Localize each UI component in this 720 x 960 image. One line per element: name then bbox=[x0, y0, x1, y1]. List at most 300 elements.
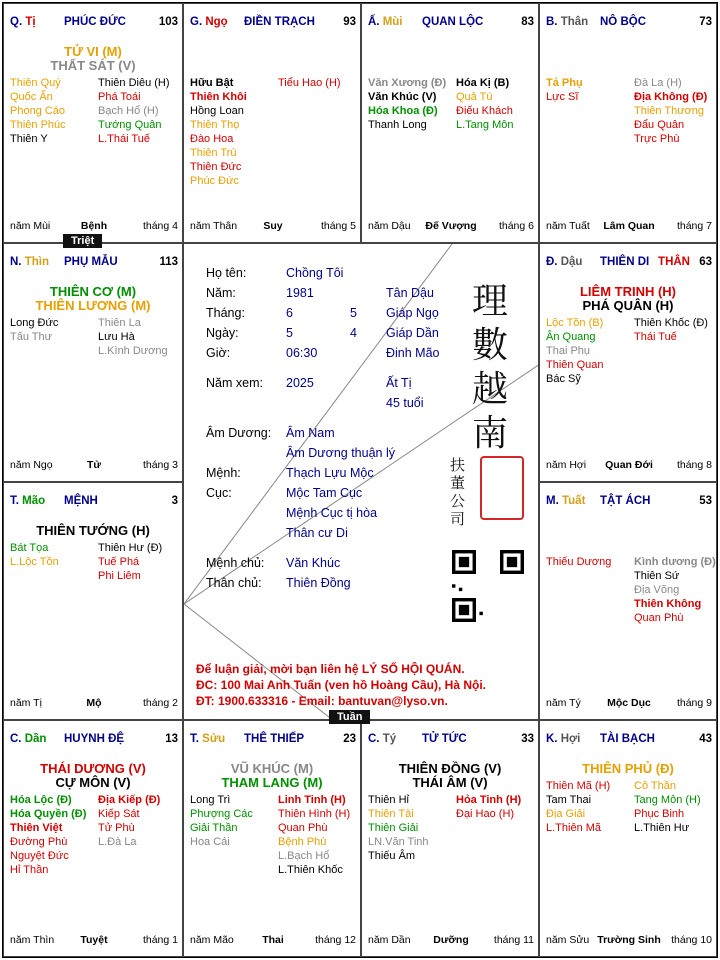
red-seal-stamp bbox=[480, 456, 524, 520]
tieu-han-year: năm Tý bbox=[546, 697, 581, 709]
truong-sinh-stage: Đế Vượng bbox=[425, 220, 477, 232]
tieu-han-year: năm Hợi bbox=[546, 459, 587, 471]
nguyet-han-month: tháng 8 bbox=[676, 459, 712, 471]
palace-dai-han: 73 bbox=[699, 16, 712, 28]
star[interactable]: Điếu Khách bbox=[456, 105, 513, 117]
tuvi-chart bbox=[2, 2, 718, 958]
star[interactable]: Quan Phù bbox=[634, 612, 684, 624]
palace-hoi[interactable] bbox=[539, 720, 717, 957]
palace-can-chi bbox=[10, 495, 45, 507]
main-star[interactable]: THAM LANG (M) bbox=[221, 775, 323, 790]
truong-sinh-stage: Lâm Quan bbox=[603, 220, 655, 232]
tieu-han-year: năm Sửu bbox=[546, 934, 590, 946]
star[interactable]: Ân Quang bbox=[546, 331, 596, 343]
nguyet-han-month: tháng 11 bbox=[493, 934, 534, 946]
tieu-han-year: năm Dần bbox=[368, 934, 411, 946]
star[interactable]: Lực Sĩ bbox=[546, 91, 579, 103]
main-star[interactable]: LIÊM TRINH (H) bbox=[579, 284, 677, 299]
tieu-han-year: năm Ngọ bbox=[10, 459, 53, 471]
palace-header bbox=[368, 16, 534, 32]
palace-can-chi bbox=[546, 733, 580, 745]
thang-value: 6 bbox=[286, 306, 293, 320]
tieu-han-year: năm Thìn bbox=[10, 934, 55, 946]
palace-dau[interactable] bbox=[539, 243, 717, 482]
star[interactable]: Văn Xương (Đ) bbox=[368, 77, 447, 89]
main-star[interactable]: THIÊN ĐỒNG (V) bbox=[398, 761, 502, 776]
palace-footer bbox=[368, 220, 534, 234]
tieu-han-year: năm Thân bbox=[190, 220, 238, 232]
star[interactable]: Đại Hao (H) bbox=[456, 808, 515, 820]
left-star-list bbox=[546, 555, 611, 569]
palace-dai-han: 3 bbox=[171, 495, 178, 507]
star[interactable]: Thiên La bbox=[98, 317, 141, 329]
palace-header bbox=[10, 256, 178, 272]
palace-footer bbox=[546, 220, 712, 234]
nam-xem-label: Năm xem: bbox=[206, 376, 263, 390]
ngay-label: Ngày: bbox=[206, 326, 239, 340]
gio-label: Giờ: bbox=[206, 346, 231, 360]
star[interactable]: Thiên Thương bbox=[634, 105, 705, 117]
left-star-list bbox=[546, 316, 603, 386]
star[interactable]: Phong Cáo bbox=[10, 105, 66, 117]
star[interactable]: Thiên Hỉ bbox=[368, 794, 409, 806]
palace-dan[interactable] bbox=[3, 720, 183, 957]
than-cu: Thân cư Di bbox=[286, 526, 348, 540]
left-star-list bbox=[10, 541, 59, 569]
palace-dai-han: 113 bbox=[159, 256, 178, 268]
palace-footer bbox=[10, 459, 178, 473]
calligraphy-char: 理 bbox=[472, 281, 509, 322]
left-star-list bbox=[190, 76, 247, 188]
left-star-list bbox=[10, 316, 58, 344]
center-info-panel bbox=[183, 243, 539, 720]
palace-can: Q. bbox=[10, 16, 23, 28]
star[interactable]: Linh Tinh (H) bbox=[278, 794, 346, 806]
star[interactable]: Hồng Loan bbox=[190, 105, 244, 117]
palace-can-chi bbox=[190, 733, 225, 745]
right-star-list bbox=[456, 793, 521, 821]
star[interactable]: Tấu Thư bbox=[10, 331, 53, 343]
main-star[interactable]: VŨ KHÚC (M) bbox=[230, 761, 314, 776]
palace-dai-han: 43 bbox=[699, 733, 712, 745]
main-star[interactable]: THIÊN CƠ (M) bbox=[49, 284, 137, 299]
truong-sinh-stage: Trường Sinh bbox=[597, 934, 661, 946]
star[interactable]: Hóa Lộc (Đ) bbox=[10, 794, 72, 806]
star[interactable]: Tử Phù bbox=[98, 822, 135, 834]
palace-dai-han: 63 bbox=[699, 256, 712, 268]
palace-can: T. bbox=[10, 495, 19, 507]
right-star-list bbox=[278, 76, 341, 90]
star[interactable]: L.Kình Dương bbox=[98, 345, 168, 357]
star[interactable]: Tang Môn (H) bbox=[634, 794, 701, 806]
palace-branch: Sửu bbox=[202, 733, 226, 745]
palace-can-chi bbox=[10, 256, 49, 268]
star[interactable]: Tiểu Hao (H) bbox=[278, 77, 341, 89]
right-star-list bbox=[98, 76, 170, 146]
right-star-list bbox=[278, 793, 350, 877]
nam-xem-value: 2025 bbox=[286, 376, 314, 390]
star[interactable]: L.Thiên Hư bbox=[634, 822, 690, 834]
star[interactable]: Lưu Hà bbox=[98, 331, 135, 343]
seal-char: 公 bbox=[450, 492, 466, 510]
star[interactable]: L.Thiên Khốc bbox=[278, 864, 343, 876]
star[interactable]: Thiên Hư (Đ) bbox=[98, 542, 163, 554]
palace-name: PHỤ MẪU bbox=[64, 256, 118, 268]
star[interactable]: Thái Tuế bbox=[634, 331, 677, 343]
palace-branch: Hợi bbox=[560, 733, 581, 745]
left-star-list bbox=[546, 779, 610, 835]
palace-branch: Tuất bbox=[561, 495, 586, 507]
star[interactable]: Thiên Việt bbox=[10, 822, 63, 834]
contact-line-1: Để luận giải, mời bạn liên hệ LÝ SỐ HỘI QUÁN. bbox=[196, 662, 465, 676]
star[interactable]: Thanh Long bbox=[368, 119, 427, 131]
truong-sinh-stage: Dưỡng bbox=[433, 934, 469, 946]
star[interactable]: Lộc Tồn (B) bbox=[546, 317, 604, 329]
star[interactable]: Tả Phụ bbox=[546, 77, 583, 89]
palace-mao[interactable] bbox=[3, 482, 183, 720]
palace-can: M. bbox=[546, 495, 559, 507]
palace-name: TẬT ÁCH bbox=[600, 495, 651, 507]
main-star[interactable]: CỰ MÔN (V) bbox=[55, 775, 131, 790]
nguyet-han-month: tháng 12 bbox=[315, 934, 356, 946]
seal-char: 扶 bbox=[450, 456, 466, 474]
left-star-list bbox=[368, 76, 446, 132]
star[interactable]: Trực Phù bbox=[634, 133, 680, 145]
star[interactable]: Đường Phù bbox=[10, 836, 68, 848]
truong-sinh-stage: Quan Đới bbox=[605, 459, 653, 471]
star[interactable]: Bệnh Phù bbox=[278, 836, 327, 848]
star[interactable]: Bác Sỹ bbox=[546, 373, 581, 385]
star[interactable]: Thiên Tài bbox=[368, 808, 414, 820]
right-star-list bbox=[634, 316, 708, 344]
palace-ngo[interactable] bbox=[183, 3, 361, 243]
star[interactable]: Tuế Phá bbox=[98, 556, 140, 568]
palace-can-chi bbox=[10, 16, 36, 28]
right-star-list bbox=[98, 793, 160, 849]
palace-header bbox=[190, 16, 356, 32]
palace-footer bbox=[546, 934, 712, 948]
calligraphy-char: 越 bbox=[472, 369, 509, 410]
truong-sinh-stage: Tuyệt bbox=[80, 934, 108, 946]
star[interactable]: L.Lộc Tồn bbox=[10, 556, 59, 568]
ho-ten-label: Họ tên: bbox=[206, 266, 247, 280]
palace-name: MỆNH bbox=[64, 495, 98, 507]
tieu-han-year: năm Dậu bbox=[368, 220, 411, 232]
star[interactable]: L.Đà La bbox=[98, 836, 137, 848]
palace-branch: Thân bbox=[560, 16, 589, 28]
am-duong-value: Âm Nam bbox=[286, 426, 335, 440]
palace-name: ĐIỀN TRẠCH bbox=[244, 16, 315, 28]
nguyet-han-month: tháng 9 bbox=[676, 697, 712, 709]
palace-header bbox=[10, 16, 178, 32]
nguyet-han-month: tháng 4 bbox=[142, 220, 178, 232]
nguyet-han-month: tháng 3 bbox=[142, 459, 178, 471]
palace-can-chi bbox=[10, 733, 46, 745]
ho-ten-value: Chồng Tôi bbox=[286, 266, 344, 280]
than-marker: THÂN bbox=[658, 256, 690, 268]
palace-header bbox=[546, 256, 712, 272]
star[interactable]: Quan Phù bbox=[278, 822, 328, 834]
left-star-list bbox=[546, 76, 583, 104]
palace-can-chi bbox=[190, 16, 228, 28]
palace-can: K. bbox=[546, 733, 558, 745]
tieu-han-year: năm Mùi bbox=[10, 220, 51, 232]
palace-can: C. bbox=[10, 733, 22, 745]
star[interactable]: L.Thiên Mã bbox=[546, 822, 602, 834]
palace-branch: Tý bbox=[382, 733, 397, 745]
left-star-list bbox=[368, 793, 429, 863]
star[interactable]: Kình dương (Đ) bbox=[634, 556, 716, 568]
star[interactable]: Địa Không (Đ) bbox=[634, 91, 708, 103]
calligraphy-char: 南 bbox=[472, 413, 509, 454]
star[interactable]: Thiên Trù bbox=[190, 147, 237, 159]
than-chu-value: Thiên Đồng bbox=[286, 576, 351, 590]
nguyet-han-month: tháng 10 bbox=[671, 934, 712, 946]
main-star[interactable]: THIÊN PHỦ (Đ) bbox=[582, 761, 674, 776]
palace-name: HUYNH ĐỆ bbox=[64, 733, 125, 745]
star[interactable]: Thiên Mã (H) bbox=[546, 780, 611, 792]
palace-name: NÔ BỘC bbox=[600, 16, 646, 28]
nam-label: Năm: bbox=[206, 286, 236, 300]
star[interactable]: Nguyệt Đức bbox=[10, 850, 69, 862]
palace-dai-han: 23 bbox=[343, 733, 356, 745]
cuc-label: Cục: bbox=[206, 486, 232, 500]
main-star[interactable]: PHÁ QUÂN (H) bbox=[582, 298, 674, 313]
palace-dai-han: 103 bbox=[158, 16, 178, 28]
star[interactable]: Hóa Khoa (Đ) bbox=[368, 105, 438, 117]
palace-ti[interactable] bbox=[3, 3, 183, 243]
star[interactable]: Hỉ Thần bbox=[10, 864, 49, 876]
tuoi-value: 45 tuổi bbox=[386, 396, 424, 410]
nguyet-han-month: tháng 1 bbox=[142, 934, 178, 946]
menh-value: Thạch Lựu Mộc bbox=[286, 466, 374, 480]
truong-sinh-stage: Bệnh bbox=[80, 220, 108, 232]
contact-phone-email-text[interactable]: ĐT: 1900.633316 - Email: bantuvan@lyso.vn. bbox=[196, 694, 448, 708]
palace-header bbox=[10, 495, 178, 511]
nguyet-han-month: tháng 5 bbox=[320, 220, 356, 232]
star[interactable]: Cô Thần bbox=[634, 780, 676, 792]
main-star[interactable]: THIÊN LƯƠNG (M) bbox=[35, 298, 151, 313]
star[interactable]: Quốc Ấn bbox=[10, 91, 53, 103]
main-star[interactable]: TỬ VI (M) bbox=[64, 44, 122, 59]
star[interactable]: Địa Kiếp (Đ) bbox=[98, 794, 161, 806]
truong-sinh-stage: Thai bbox=[262, 934, 284, 946]
star[interactable]: Hỏa Tinh (H) bbox=[456, 794, 522, 806]
palace-tuat[interactable] bbox=[539, 482, 717, 720]
palace-footer bbox=[546, 459, 712, 473]
left-star-list bbox=[10, 76, 66, 146]
menh-label: Mệnh: bbox=[206, 466, 241, 480]
palace-header bbox=[10, 733, 178, 749]
seal-char: 司 bbox=[450, 510, 466, 528]
left-star-list bbox=[190, 793, 253, 849]
palace-footer bbox=[10, 220, 178, 234]
star[interactable]: Quả Tú bbox=[456, 91, 493, 103]
palace-suu[interactable] bbox=[183, 720, 361, 957]
star[interactable]: Thiếu Âm bbox=[368, 850, 416, 862]
palace-can-chi bbox=[546, 16, 588, 28]
star[interactable]: Hóa Kị (B) bbox=[456, 77, 510, 89]
gio-can-chi: Đinh Mão bbox=[386, 346, 440, 360]
palace-name: TỬ TỨC bbox=[422, 733, 467, 745]
star[interactable]: Phượng Các bbox=[190, 808, 253, 820]
cuc-relation: Mệnh Cục tị hòa bbox=[286, 506, 378, 520]
palace-name: PHÚC ĐỨC bbox=[64, 16, 126, 28]
truong-sinh-stage: Mộc Dục bbox=[607, 697, 651, 709]
nguyet-han-month: tháng 2 bbox=[142, 697, 178, 709]
palace-can-chi bbox=[368, 733, 396, 745]
palace-can: B. bbox=[546, 16, 558, 28]
star[interactable]: Bạch Hổ (H) bbox=[98, 105, 159, 117]
left-star-list bbox=[10, 793, 86, 877]
palace-branch: Mão bbox=[22, 495, 46, 507]
star[interactable]: Thiên Phúc bbox=[10, 119, 66, 131]
star[interactable]: Thiên Quý bbox=[10, 77, 61, 89]
star[interactable]: L.Thái Tuế bbox=[98, 133, 150, 145]
star[interactable]: Hóa Quyền (Đ) bbox=[10, 808, 87, 820]
star[interactable]: Thiên Không bbox=[634, 598, 702, 610]
star[interactable]: Đẩu Quân bbox=[634, 119, 685, 131]
palace-footer bbox=[190, 934, 356, 948]
star[interactable]: Phá Toái bbox=[98, 91, 141, 103]
star[interactable]: Thiên Giải bbox=[368, 822, 419, 834]
star[interactable]: LN.Văn Tinh bbox=[368, 836, 429, 848]
main-star[interactable]: THIÊN TƯỚNG (H) bbox=[36, 523, 150, 538]
star[interactable]: Văn Khúc (V) bbox=[368, 91, 437, 103]
star[interactable]: Đào Hoa bbox=[190, 133, 234, 145]
thang-am: 5 bbox=[350, 306, 357, 320]
star[interactable]: Kiếp Sát bbox=[98, 808, 140, 820]
star[interactable]: Thiên Hình (H) bbox=[278, 808, 351, 820]
thang-can-chi: Giáp Ngọ bbox=[386, 306, 439, 320]
seal-char: 董 bbox=[450, 474, 466, 492]
palace-footer bbox=[368, 934, 534, 948]
right-star-list bbox=[98, 316, 168, 358]
star[interactable]: Thiên Thọ bbox=[190, 119, 240, 131]
main-star[interactable]: THÁI DƯƠNG (V) bbox=[40, 761, 146, 776]
palace-ty[interactable] bbox=[361, 720, 539, 957]
right-star-list bbox=[634, 779, 701, 835]
nam-value: 1981 bbox=[286, 286, 314, 300]
star[interactable]: Thiên Sứ bbox=[634, 570, 680, 582]
star[interactable]: Hoa Cái bbox=[190, 836, 230, 848]
palace-can: Đ. bbox=[546, 256, 558, 268]
triet-tag: Triệt bbox=[63, 234, 102, 248]
palace-can: C. bbox=[368, 733, 380, 745]
palace-can: G. bbox=[190, 16, 203, 28]
am-duong-label: Âm Dương: bbox=[206, 426, 272, 440]
star[interactable]: Thiên Đức bbox=[190, 161, 242, 173]
palace-dai-han: 13 bbox=[165, 733, 178, 745]
star[interactable]: Hữu Bật bbox=[190, 77, 234, 89]
palace-branch: Ngọ bbox=[205, 16, 228, 28]
ngay-can-chi: Giáp Dần bbox=[386, 326, 439, 340]
palace-footer bbox=[546, 697, 712, 711]
right-star-list bbox=[456, 76, 513, 132]
star[interactable]: Giải Thần bbox=[190, 822, 238, 834]
star[interactable]: Đà La (H) bbox=[634, 77, 682, 89]
truong-sinh-stage: Suy bbox=[263, 220, 283, 232]
star[interactable]: Thai Phụ bbox=[546, 345, 591, 357]
qr-code-icon[interactable] bbox=[452, 550, 524, 622]
tieu-han-year: năm Tuất bbox=[546, 220, 590, 232]
main-star[interactable]: THẤT SÁT (V) bbox=[50, 58, 136, 73]
palace-branch: Mùi bbox=[382, 16, 403, 28]
right-star-list bbox=[634, 76, 707, 146]
star[interactable]: Tam Thai bbox=[546, 794, 592, 806]
palace-name: QUAN LỘC bbox=[422, 16, 484, 28]
main-star[interactable]: THÁI ÂM (V) bbox=[412, 775, 488, 790]
star[interactable]: Thiên Y bbox=[10, 133, 48, 145]
palace-mui[interactable] bbox=[361, 3, 539, 243]
menh-chu-label: Mệnh chủ: bbox=[206, 556, 265, 570]
right-star-list bbox=[634, 555, 716, 625]
palace-name: TÀI BẠCH bbox=[600, 733, 655, 745]
palace-footer bbox=[190, 220, 356, 234]
palace-can: T. bbox=[190, 733, 199, 745]
star[interactable]: Thiên Diêu (H) bbox=[98, 77, 170, 89]
star[interactable]: Thiên Quan bbox=[546, 359, 604, 371]
palace-thin[interactable] bbox=[3, 243, 183, 482]
ngay-value: 5 bbox=[286, 326, 293, 340]
tieu-han-year: năm Tị bbox=[10, 697, 42, 709]
star[interactable]: Tướng Quân bbox=[98, 119, 162, 131]
right-star-list bbox=[98, 541, 162, 583]
star[interactable]: Bát Tọa bbox=[10, 542, 49, 554]
star[interactable]: Long Đức bbox=[10, 317, 59, 329]
palace-branch: Dần bbox=[24, 733, 47, 745]
star[interactable]: L.Bạch Hổ bbox=[278, 850, 330, 862]
star[interactable]: Thiếu Dương bbox=[546, 556, 612, 568]
nam-can-chi: Tân Dậu bbox=[386, 286, 434, 300]
palace-than[interactable] bbox=[539, 3, 717, 243]
menh-chu-value: Văn Khúc bbox=[286, 556, 341, 570]
star[interactable]: Địa Võng bbox=[634, 584, 680, 596]
palace-can-chi bbox=[546, 495, 585, 507]
palace-name: THÊ THIẾP bbox=[244, 733, 305, 745]
palace-footer bbox=[10, 697, 178, 711]
palace-header bbox=[546, 495, 712, 511]
star[interactable]: Long Trì bbox=[190, 794, 231, 806]
star[interactable]: Phi Liêm bbox=[98, 570, 141, 582]
palace-branch: Tị bbox=[25, 16, 36, 28]
palace-footer bbox=[10, 934, 178, 948]
than-chu-label: Thân chủ: bbox=[206, 576, 262, 590]
star[interactable]: Thiên Khôi bbox=[190, 91, 247, 103]
gio-value: 06:30 bbox=[286, 346, 318, 360]
thang-label: Tháng: bbox=[206, 306, 245, 320]
am-duong-thuan-ly: Âm Dương thuận lý bbox=[286, 446, 395, 460]
contact-phone-email bbox=[196, 694, 448, 708]
truong-sinh-stage: Mộ bbox=[86, 697, 102, 709]
palace-header bbox=[368, 733, 534, 749]
palace-branch: Thìn bbox=[24, 256, 49, 268]
truong-sinh-stage: Tử bbox=[86, 459, 102, 471]
star[interactable]: Phục Binh bbox=[634, 808, 685, 820]
star[interactable]: Địa Giải bbox=[546, 808, 586, 820]
star[interactable]: Phúc Đức bbox=[190, 175, 239, 187]
star[interactable]: L.Tang Môn bbox=[456, 119, 514, 131]
tieu-han-year: năm Mão bbox=[190, 934, 234, 946]
nam-xem-can-chi: Ất Tị bbox=[386, 376, 412, 390]
palace-can-chi bbox=[368, 16, 403, 28]
star[interactable]: Thiên Khốc (Đ) bbox=[634, 317, 708, 329]
contact-address: ĐC: 100 Mai Anh Tuấn (ven hồ Hoàng Cầu), Hà Nội. bbox=[196, 678, 487, 692]
palace-branch: Dậu bbox=[560, 256, 583, 268]
palace-dai-han: 93 bbox=[343, 16, 356, 28]
palace-can-chi bbox=[546, 256, 582, 268]
palace-header bbox=[546, 16, 712, 32]
